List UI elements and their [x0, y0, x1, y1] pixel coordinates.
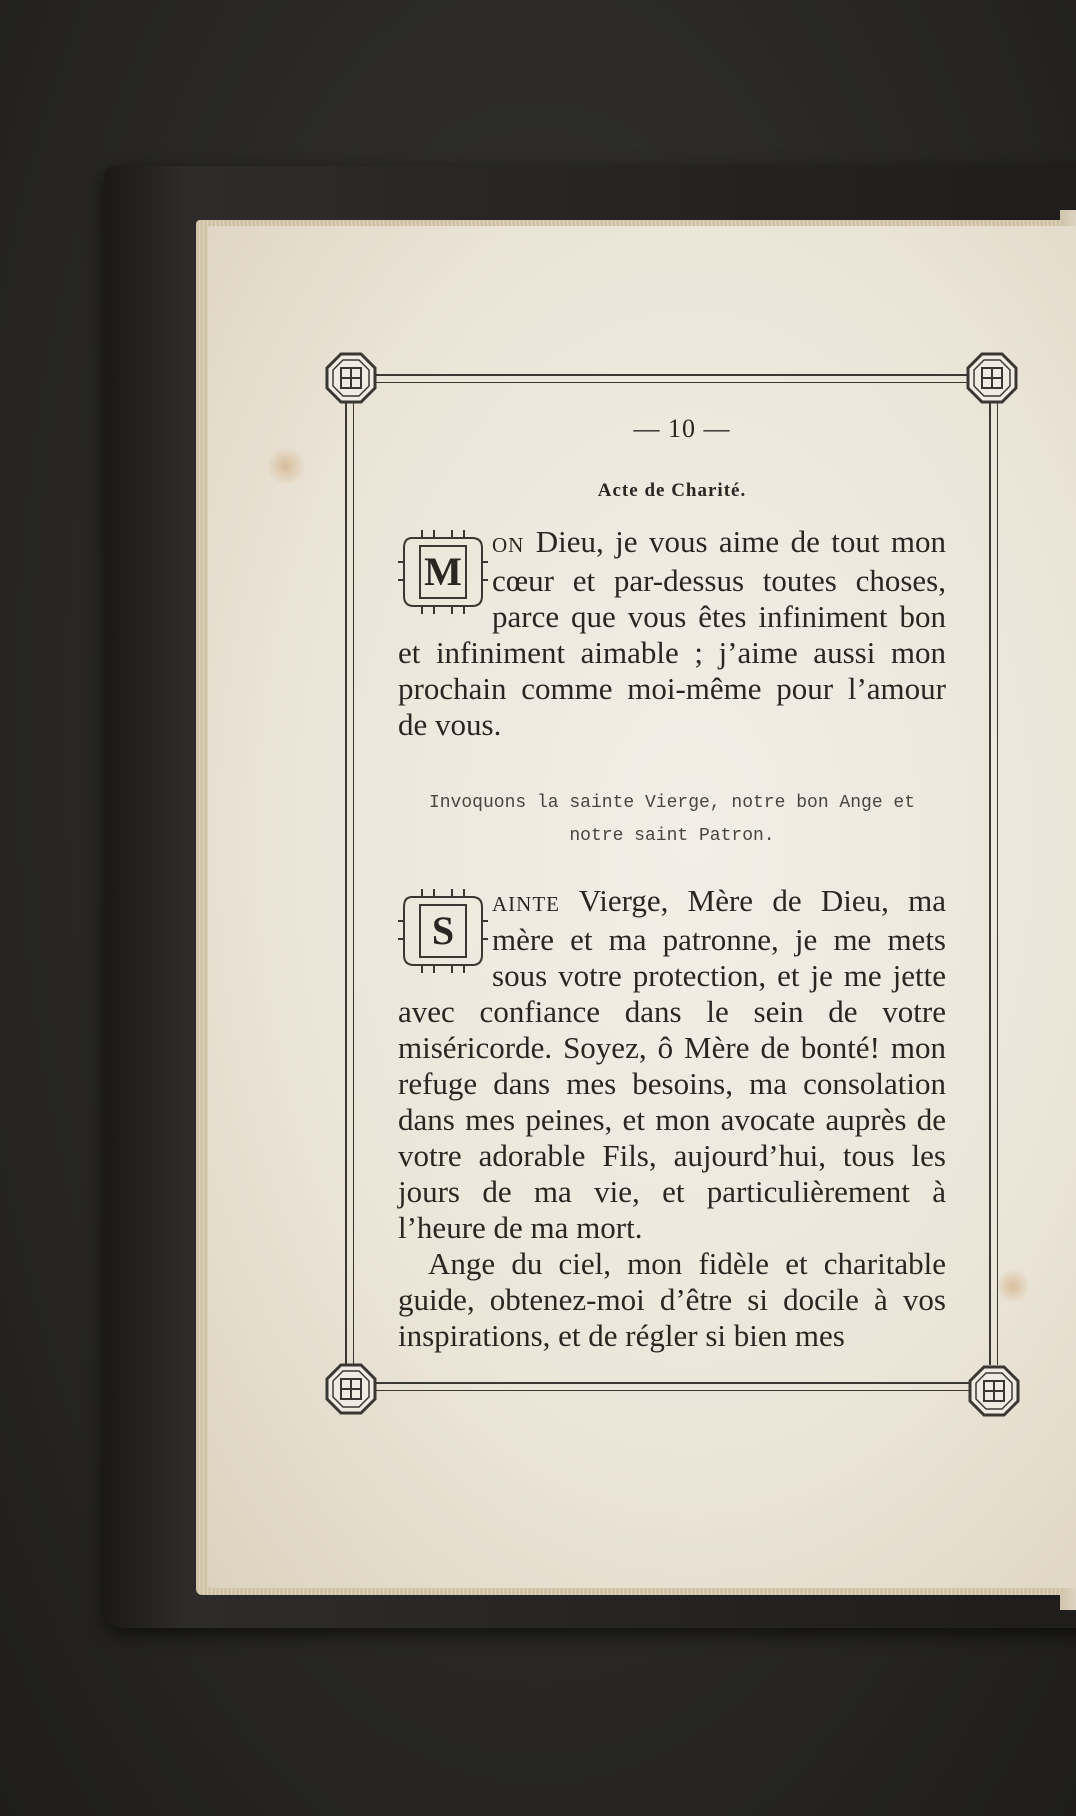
- corner-ornament-icon: [325, 1363, 377, 1415]
- charity-paragraph: [398, 524, 946, 743]
- frame-left-rule: [345, 400, 354, 1365]
- dropcap-letter: S: [431, 908, 455, 953]
- frame-bottom-rule: [371, 1382, 972, 1391]
- angel-prayer-paragraph: [398, 1246, 946, 1354]
- dropcap-continuation: AINTE: [492, 892, 560, 916]
- virgin-prayer-paragraph: [398, 883, 946, 1246]
- page-content: [398, 414, 946, 1354]
- dropcap-continuation: ON: [492, 533, 525, 557]
- charity-text: Dieu, je vous aime de tout mon cœur et par-dessus toutes choses, parce que vous êtes infiniment bon et infiniment aimable ; j’aime aussi mon prochain comme moi-même pour l’amour de vous.: [398, 524, 946, 742]
- corner-ornament-icon: [966, 352, 1018, 404]
- angel-prayer-text: Ange du ciel, mon fidèle et charitable guide, obtenez-moi d’être si docile à vos inspirations, et de régler si bien mes: [398, 1246, 946, 1353]
- invocation-rubric: [398, 787, 946, 853]
- frame-right-rule: [989, 400, 998, 1365]
- dropcap-letter: M: [424, 549, 462, 594]
- dropcap-ornament: [398, 883, 488, 979]
- dropcap-ornament: [398, 524, 488, 620]
- virgin-prayer-text: Vierge, Mère de Dieu, ma mère et ma patronne, je me mets sous votre protection, et je me jette avec confiance dans le sein de votre miséricorde. Soyez, ô Mère de bonté! mon refuge dans mes besoins, ma consolation dans mes peines, et mon avocate auprès de votre adorable Fils, aujourd’hui, tous les jours de ma vie, et particulièrement à l’heure de ma mort.: [398, 883, 946, 1245]
- corner-ornament-icon: [325, 352, 377, 404]
- corner-ornament-icon: [968, 1365, 1020, 1417]
- invocation-line-1: Invoquons la sainte Vierge, notre bon Ange et: [428, 793, 916, 813]
- paper-stain: [266, 446, 306, 486]
- invocation-line-2: notre saint Patron.: [569, 826, 775, 846]
- page-number: — 10 —: [633, 414, 731, 443]
- section-title: Acte de Charité.: [597, 480, 747, 501]
- frame-top-rule: [371, 374, 972, 383]
